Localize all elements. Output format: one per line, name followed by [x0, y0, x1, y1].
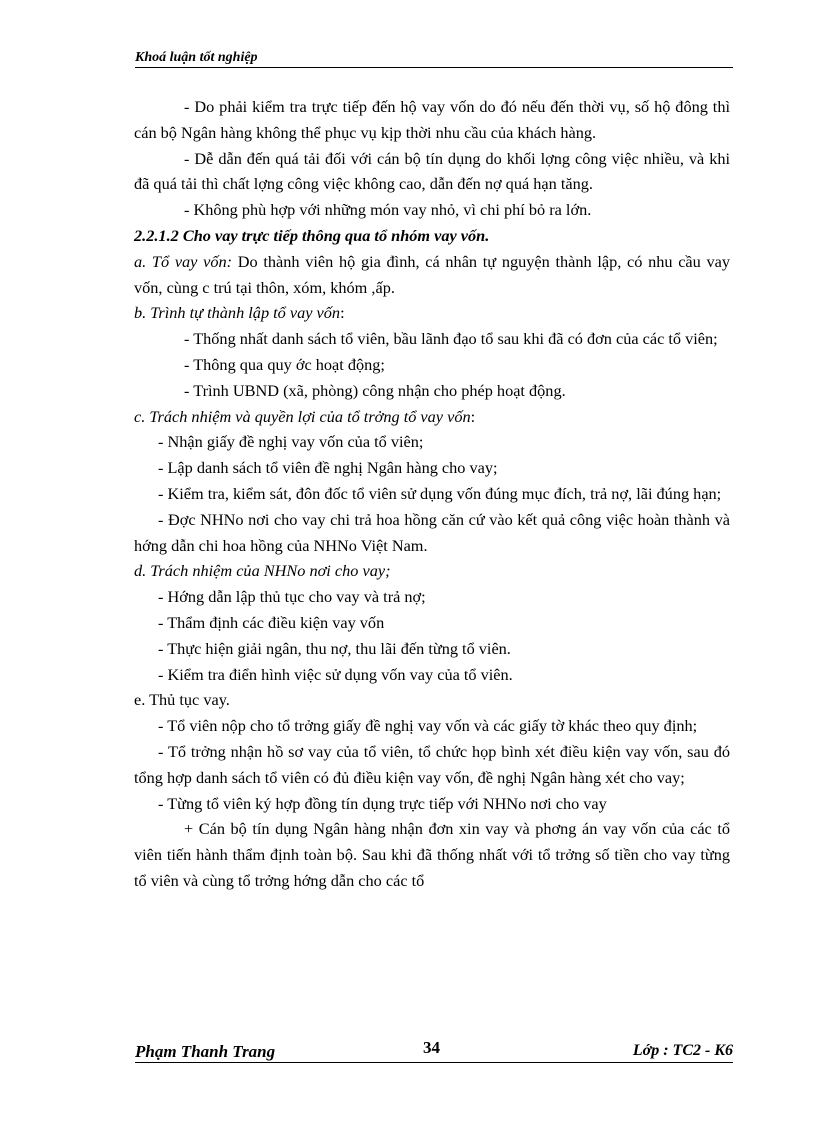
page-body: [134, 94, 730, 894]
subheading-a: a. Tổ vay vốn:: [134, 251, 233, 271]
paragraph: - Không phù hợp với những món vay nhỏ, vì chi phí bỏ ra lớn.: [184, 200, 592, 220]
list-item: - Lập danh sách tổ viên đề nghị Ngân hàng cho vay;: [158, 458, 498, 478]
paragraph-b-heading: [134, 300, 730, 326]
page-number: 34: [423, 1038, 440, 1057]
header-rule: [135, 67, 733, 68]
list-item: - Trình UBND (xã, phòng) công nhận cho phép hoạt động.: [184, 380, 566, 400]
paragraph-c-heading: [134, 404, 730, 430]
list-item: - Thống nhất danh sách tổ viên, bầu lãnh đạo tổ sau khi đã có đơn của các tổ viên;: [184, 329, 718, 349]
paragraph: - Dễ dẫn đến quá tải đối với cán bộ tín dụng do khối lợng công việc nhiều, và khi đã quá tải thì chất lợng công việc không cao, dẫn đến nợ quá hạn tăng.: [134, 148, 730, 194]
list-item: - Thẩm định các điều kiện vay vốn: [158, 612, 385, 632]
page-header: [135, 50, 733, 68]
list-item: - Đợc NHNo nơi cho vay chi trả hoa hồng căn cứ vào kết quả công việc hoàn thành và hớng dẫn chi hoa hồng của NHNo Việt Nam.: [134, 509, 730, 555]
paragraph: + Cán bộ tín dụng Ngân hàng nhận đơn xin vay và phơng án vay vốn của các tổ viên tiến hành thẩm định toàn bộ. Sau khi đã thống nhất với tổ trởng số tiền cho vay từng tổ viên và cùng tổ trởng hớng dẫn cho các tổ: [134, 819, 730, 890]
list-item: - Thực hiện giải ngân, thu nợ, thu lãi đến từng tổ viên.: [158, 638, 511, 658]
paragraph-a-text: Do thành viên hộ gia đình, cá nhân tự nguyện thành lập, có nhu cầu vay vốn, cùng c trú tại thôn, xóm, khóm ,ấp.: [134, 251, 730, 297]
subheading-b: b. Trình tự thành lập tổ vay vốn: [134, 303, 341, 323]
list-item: - Tổ viên nộp cho tổ trởng giấy đề nghị vay vốn và các giấy tờ khác theo quy định;: [158, 716, 698, 736]
list-item: - Nhận giấy đề nghị vay vốn của tổ viên;: [158, 432, 424, 452]
header-title: Khoá luận tốt nghiệp: [135, 50, 258, 65]
list-item: - Hớng dẫn lập thủ tục cho vay và trả nợ;: [158, 587, 426, 607]
subheading-b-colon: :: [340, 303, 345, 323]
subheading-c-colon: :: [470, 406, 476, 426]
paragraph-a: [134, 249, 730, 301]
section-heading: 2.2.1.2 Cho vay trực tiếp thông qua tổ nhóm vay vốn.: [134, 225, 490, 245]
page-footer: [135, 1038, 733, 1078]
subheading-c: c. Trách nhiệm và quyền lợi của tổ trởng tổ vay vốn: [134, 406, 471, 426]
list-item: - Từng tổ viên ký hợp đồng tín dụng trực tiếp với NHNo nơi cho vay: [158, 793, 607, 813]
subheading-e: e. Thủ tục vay.: [134, 690, 230, 710]
footer-author: Phạm Thanh Trang: [135, 1042, 276, 1061]
list-item: - Kiểm tra, kiểm sát, đôn đốc tổ viên sử dụng vốn đúng mục đích, trả nợ, lãi đúng hạn;: [158, 483, 722, 503]
subheading-d: d. Trách nhiệm của NHNo nơi cho vay;: [134, 561, 391, 581]
footer-class: Lớp : TC2 - K6: [632, 1042, 733, 1059]
list-item: - Tổ trởng nhận hồ sơ vay của tổ viên, tổ chức họp bình xét điều kiện vay vốn, sau đó tổng hợp danh sách tổ viên có đủ điều kiện vay vốn, đề nghị Ngân hàng xét cho vay;: [134, 741, 730, 787]
list-item: - Thông qua quy ớc hoạt động;: [184, 354, 385, 374]
footer-rule: [135, 1062, 733, 1063]
list-item: - Kiểm tra điển hình việc sử dụng vốn vay của tổ viên.: [158, 664, 513, 684]
paragraph: - Do phải kiểm tra trực tiếp đến hộ vay vốn do đó nếu đến thời vụ, số hộ đông thì cán bộ Ngân hàng không thể phục vụ kịp thời nhu cầu của khách hàng.: [134, 97, 730, 142]
